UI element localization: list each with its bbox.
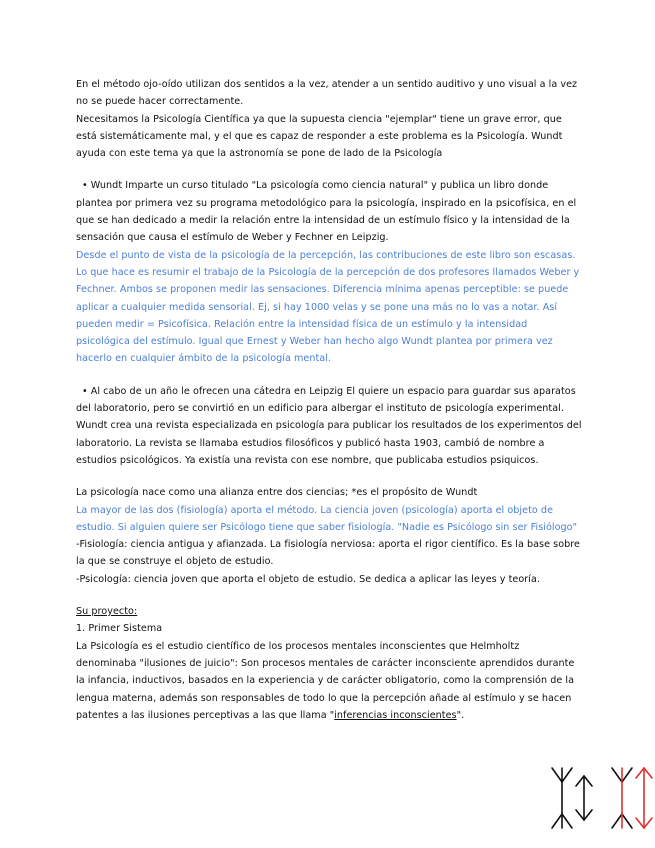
- paragraph-text: -Fisiología: ciencia antigua y afianzada. La fisiología nerviosa: aporta el rigor científico. Es la base sobre la que se construye el objeto de estudio.: [76, 539, 581, 568]
- bullet-icon: •: [82, 180, 88, 192]
- paragraph-text: La Psicología es el estudio científico de los procesos mentales inconscientes que Helmholtz denominaba "ilusiones de juicio": Son procesos mentales de carácter inconsciente aprendidos durante la infancia, inductivos, basados en la experiencia y de carácter obligatorio, como la comprensión de la lengua materna, además son responsables de todo lo que la percepción añade al estímulo y se hacen patentes a las ilusiones perceptivas a las que llama ": [76, 640, 575, 721]
- paragraph-text: 1. Primer Sistema: [76, 623, 163, 635]
- document-body: [76, 76, 582, 724]
- paragraph-text: -Psicología: ciencia joven que aporta el objeto de estudio. Se dedica a aplicar las leyes y teoría.: [76, 573, 541, 585]
- paragraph: [76, 111, 582, 163]
- paragraph-text: Desde el punto de vista de la psicología de la percepción, las contribuciones de este libro son escasas. Lo que hace es resumir el trabajo de la Psicología de la percepción de dos profesores llamados Weber y Fechner. Ambos se proponen medir las sensaciones. Diferencia mínima apenas perceptible: se puede aplicar a cualquier medida sensorial. Ej, si hay 1000 velas y se pone una más no lo vas a notar. Así pueden medir = Psicofísica. Relación entre la intensidad física de un estímulo y la intensidad psicológica del estímulo. Igual que Ernest y Weber han hecho algo Wundt plantea por primera vez hacerlo en cualquier ámbito de la psicología mental.: [76, 249, 580, 365]
- paragraph: [76, 484, 582, 501]
- paragraph-text: En el método ojo-oído utilizan dos sentidos a la vez, atender a un sentido auditivo y uno visual a la vez no se puede hacer correctamente.: [76, 79, 578, 108]
- paragraph-gap: [76, 469, 582, 484]
- paragraph-gap: [76, 162, 582, 177]
- paragraph: [76, 620, 582, 637]
- muller-lyer-arrows-icon: [548, 762, 653, 834]
- paragraph-gap: [76, 368, 582, 383]
- paragraph: [76, 76, 582, 111]
- section-heading: [76, 603, 582, 620]
- paragraph-text: Necesitamos la Psicología Científica ya que la supuesta ciencia "ejemplar" tiene un grave error, que está sistemáticamente mal, y el que es capaz de responder a este problema es la Psicología. Wundt ayuda con este tema ya que la astronomía se pone de lado de la Psicología: [76, 113, 563, 160]
- paragraph: [76, 383, 582, 469]
- paragraph: [76, 502, 582, 537]
- paragraph-text: Al cabo de un año le ofrecen una cátedra en Leipzig El quiere un espacio para guardar sus aparatos del laboratorio, pero se convirtió en un edificio para albergar el instituto de psicología experimental. Wundt crea una revista especializada en psicología para publicar los resultados de los experimentos del laboratorio. La revista se llamaba estudios filosóficos y publicó hasta 1903, cambió de nombre a estudios psicológicos. Ya existía una revista con ese nombre, que publicaba estudios psiquicos.: [76, 385, 582, 466]
- underlined-term: inferencias inconscientes: [334, 709, 457, 721]
- paragraph: [76, 247, 582, 368]
- paragraph: [76, 571, 582, 588]
- paragraph: [76, 177, 582, 246]
- paragraph-text: Wundt Imparte un curso titulado "La psicología como ciencia natural" y publica un libro donde plantea por primera vez su programa metodológico para la psicología, inspirado en la psicofísica, en el que se han dedicado a medir la relación entre la intensidad de un estímulo físico y la intensidad de la sensación que causa el estímulo de Weber y Fechner en Leipzig.: [76, 180, 577, 244]
- bullet-icon: •: [82, 385, 88, 397]
- paragraph-text: Su proyecto:: [76, 606, 138, 618]
- paragraph-gap: [76, 588, 582, 603]
- paragraph-tail: ".: [456, 709, 465, 721]
- paragraph-text: La psicología nace como una alianza entre dos ciencias; *es el propósito de Wundt: [76, 487, 478, 499]
- paragraph: [76, 536, 582, 571]
- paragraph: [76, 638, 582, 724]
- paragraph-text: La mayor de las dos (fisiología) aporta el método. La ciencia joven (psicología) aporta el objeto de estudio. Si alguien quiere ser Psicólogo tiene que saber fisiología. "Nadie es Psicólogo sin ser Fisiólogo": [76, 504, 578, 533]
